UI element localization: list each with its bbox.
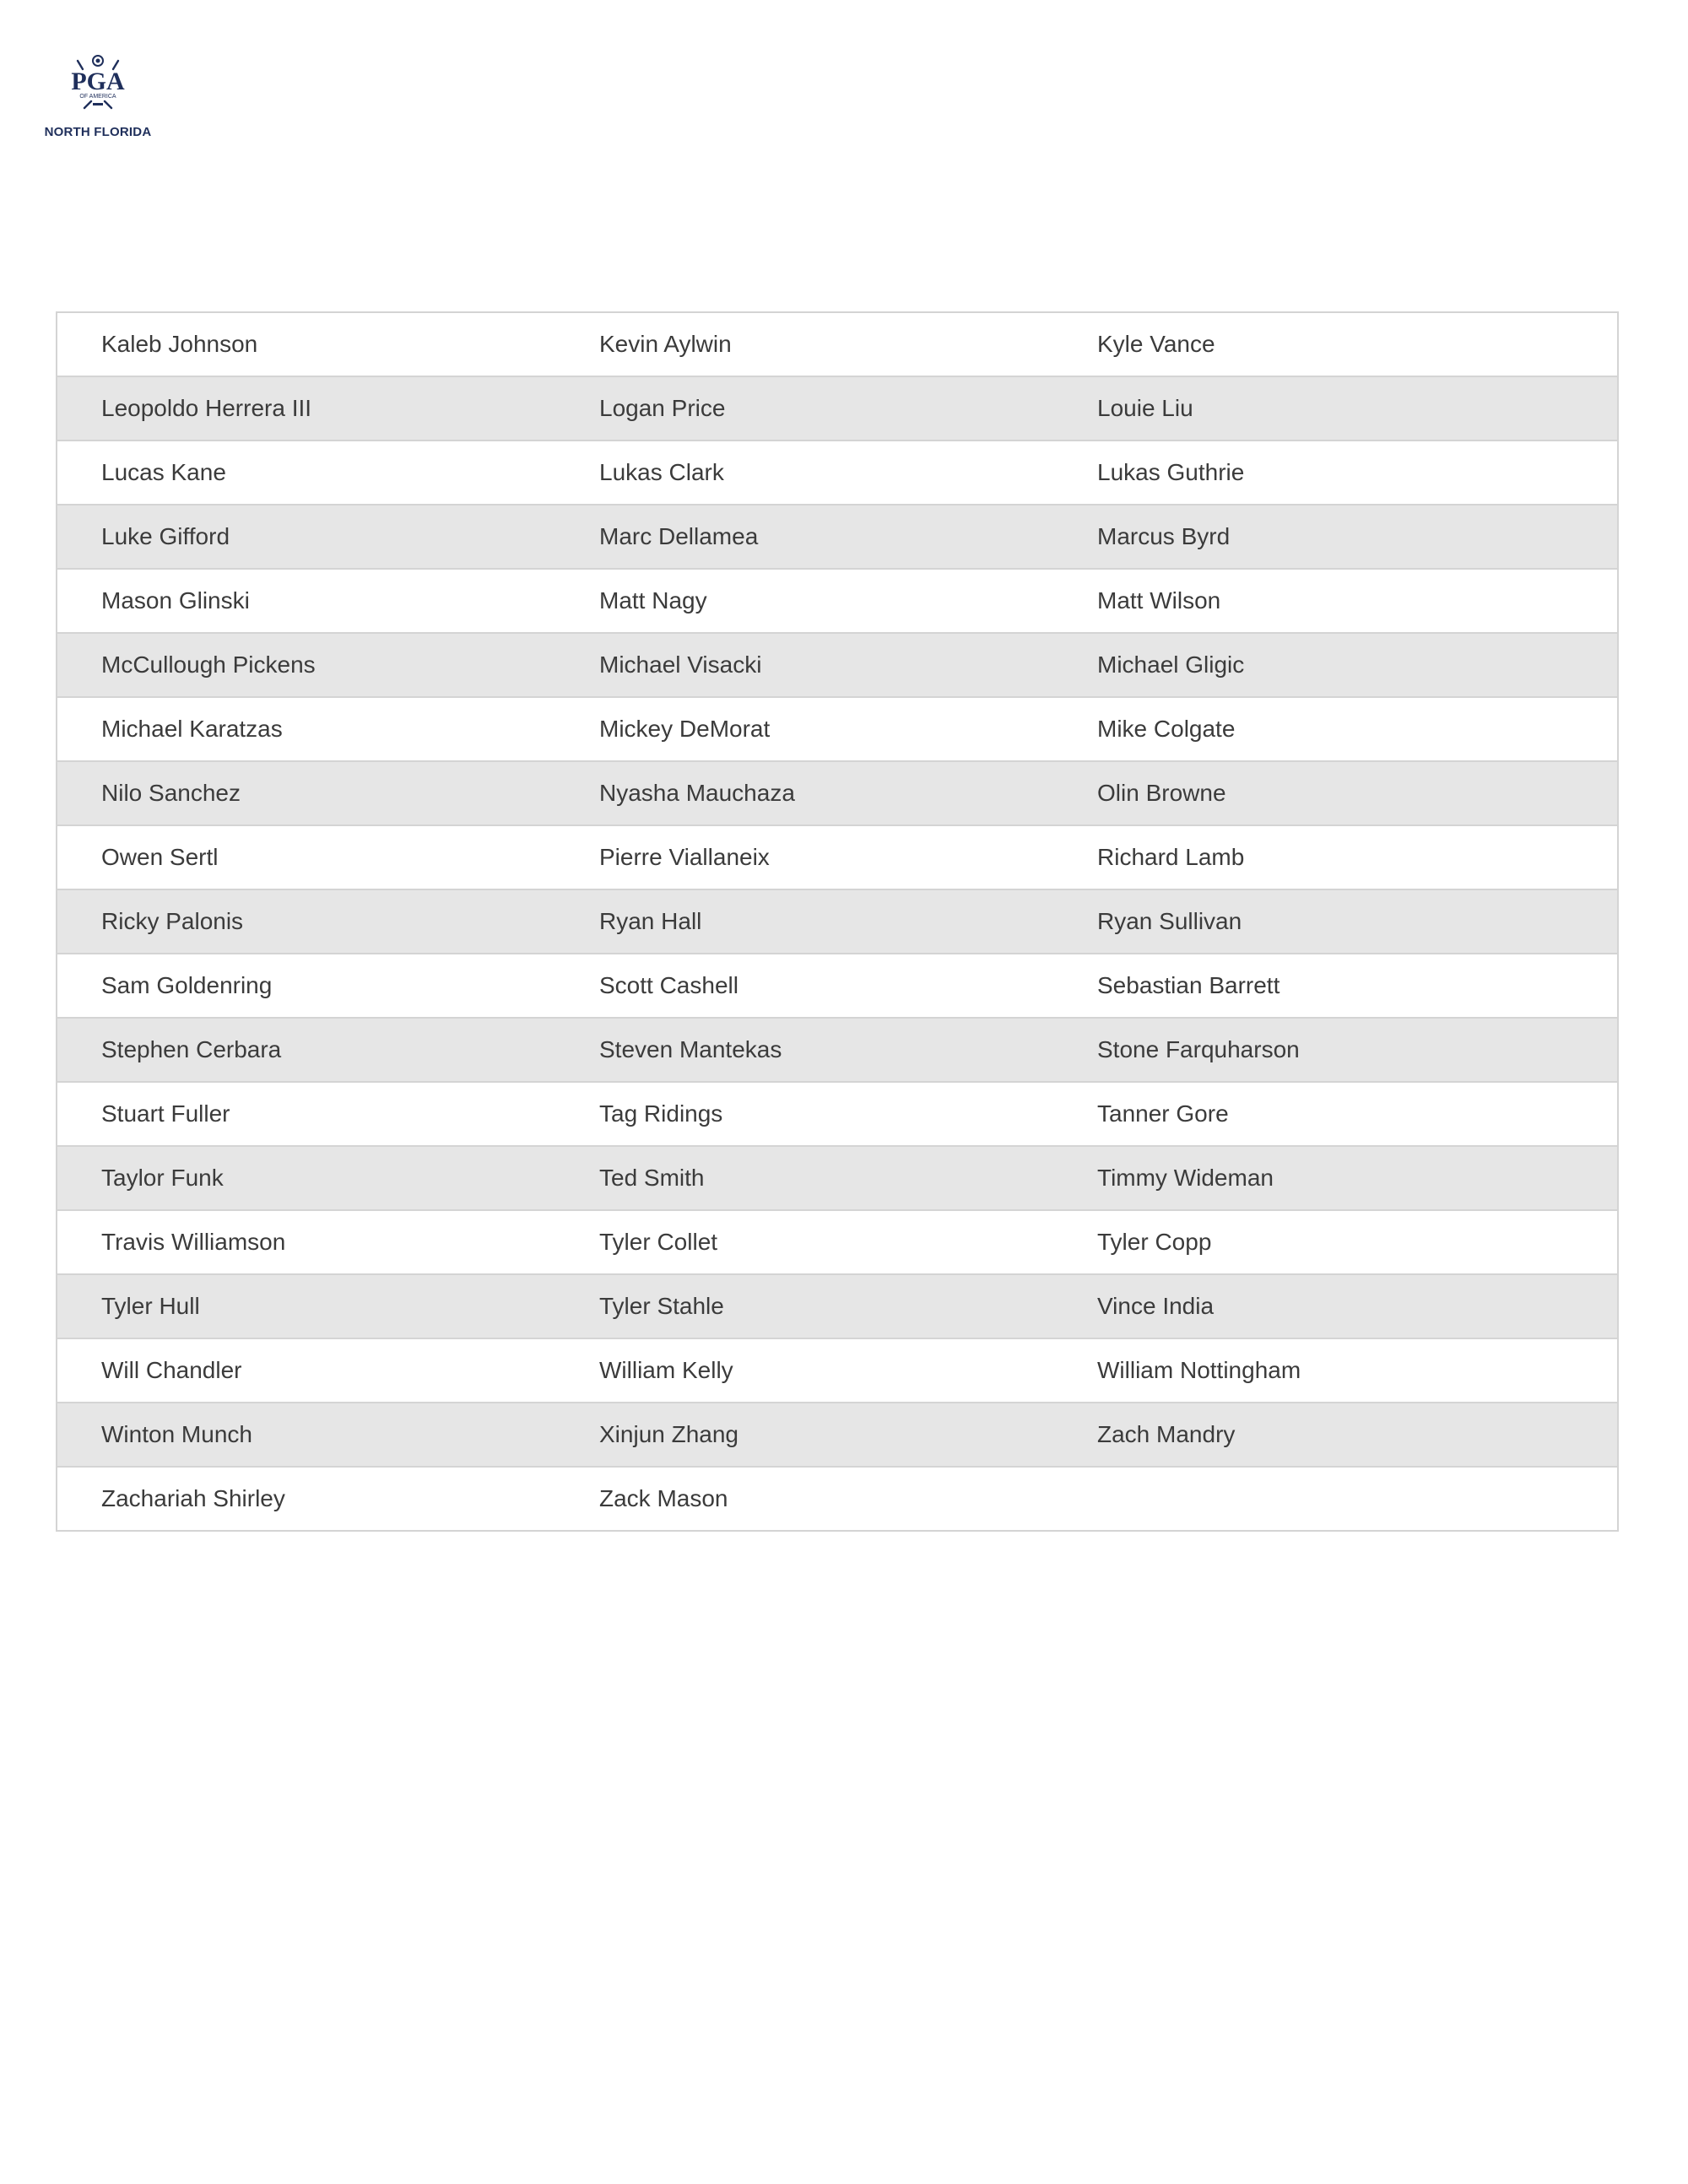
- player-name-cell: Tyler Hull: [101, 1293, 200, 1319]
- table-row: [57, 1403, 1617, 1468]
- table-row: [57, 1211, 1617, 1275]
- table-row: [57, 1019, 1617, 1083]
- player-name-cell: Richard Lamb: [1097, 844, 1245, 870]
- svg-text:PGA: PGA: [71, 68, 125, 95]
- player-name-cell: Louie Liu: [1097, 395, 1193, 421]
- player-name-cell: Marc Dellamea: [599, 523, 759, 549]
- table-row: [57, 505, 1617, 570]
- table-row: [57, 1468, 1617, 1530]
- player-name-cell: Leopoldo Herrera III: [101, 395, 312, 421]
- player-name-cell: Michael Visacki: [599, 651, 762, 678]
- player-name-cell: Kevin Aylwin: [599, 331, 732, 357]
- player-name-cell: Sam Goldenring: [101, 972, 273, 998]
- table-row: [57, 954, 1617, 1019]
- player-name-cell: Xinjun Zhang: [599, 1421, 739, 1447]
- table-row: [57, 762, 1617, 826]
- player-name-cell: McCullough Pickens: [101, 651, 316, 678]
- player-name-cell: Stuart Fuller: [101, 1100, 230, 1127]
- table-row: [57, 377, 1617, 441]
- player-name-cell: Mason Glinski: [101, 587, 250, 614]
- player-name-cell: Steven Mantekas: [599, 1036, 782, 1062]
- table-row: [57, 698, 1617, 762]
- table-row: [57, 1083, 1617, 1147]
- player-name-cell: Luke Gifford: [101, 523, 230, 549]
- player-name-cell: Lukas Guthrie: [1097, 459, 1245, 485]
- player-name-cell: Kyle Vance: [1097, 331, 1215, 357]
- player-name-cell: Sebastian Barrett: [1097, 972, 1280, 998]
- player-name-cell: Tag Ridings: [599, 1100, 723, 1127]
- player-name-cell: Pierre Viallaneix: [599, 844, 770, 870]
- player-name-cell: Tyler Collet: [599, 1229, 718, 1255]
- table-row: [57, 441, 1617, 505]
- player-name-cell: Zach Mandry: [1097, 1421, 1236, 1447]
- player-name-cell: Ricky Palonis: [101, 908, 244, 934]
- player-name-cell: Will Chandler: [101, 1357, 242, 1383]
- player-name-cell: Nyasha Mauchaza: [599, 780, 795, 806]
- player-name-cell: Tyler Stahle: [599, 1293, 724, 1319]
- table-row: [57, 634, 1617, 698]
- player-name-cell: Taylor Funk: [101, 1165, 224, 1191]
- player-name-cell: Travis Williamson: [101, 1229, 286, 1255]
- table-row: [57, 570, 1617, 634]
- table-row: [57, 1275, 1617, 1339]
- player-name-cell: Zack Mason: [599, 1485, 728, 1511]
- player-name-cell: Ted Smith: [599, 1165, 705, 1191]
- player-name-cell: Nilo Sanchez: [101, 780, 241, 806]
- logo-region-text: NORTH FLORIDA: [44, 125, 152, 139]
- player-name-cell: Michael Gligic: [1097, 651, 1245, 678]
- player-name-cell: Kaleb Johnson: [101, 331, 258, 357]
- pga-north-florida-logo: [41, 52, 155, 145]
- table-row: [57, 1339, 1617, 1403]
- player-name-cell: Ryan Sullivan: [1097, 908, 1242, 934]
- roster-table: [56, 311, 1619, 1532]
- player-name-cell: Mike Colgate: [1097, 716, 1236, 742]
- player-name-cell: William Nottingham: [1097, 1357, 1301, 1383]
- player-name-cell: Owen Sertl: [101, 844, 219, 870]
- player-name-cell: Mickey DeMorat: [599, 716, 771, 742]
- player-name-cell: Zachariah Shirley: [101, 1485, 285, 1511]
- player-name-cell: Lucas Kane: [101, 459, 226, 485]
- table-row: [57, 1147, 1617, 1211]
- player-name-cell: Logan Price: [599, 395, 726, 421]
- player-name-cell: Vince India: [1097, 1293, 1215, 1319]
- player-name-cell: Winton Munch: [101, 1421, 252, 1447]
- player-name-cell: Ryan Hall: [599, 908, 702, 934]
- player-name-cell: Tyler Copp: [1097, 1229, 1212, 1255]
- svg-text:OF AMERICA: OF AMERICA: [79, 94, 116, 100]
- player-name-cell: William Kelly: [599, 1357, 733, 1383]
- player-name-cell: Lukas Clark: [599, 459, 724, 485]
- player-name-cell: Michael Karatzas: [101, 716, 283, 742]
- player-name-cell: Matt Wilson: [1097, 587, 1221, 614]
- player-name-cell: Matt Nagy: [599, 587, 707, 614]
- player-name-cell: Timmy Wideman: [1097, 1165, 1274, 1191]
- player-name-cell: Stone Farquharson: [1097, 1036, 1300, 1062]
- player-name-cell: Marcus Byrd: [1097, 523, 1231, 549]
- player-name-cell: Tanner Gore: [1097, 1100, 1229, 1127]
- player-name-cell: Scott Cashell: [599, 972, 738, 998]
- player-name-cell: Stephen Cerbara: [101, 1036, 282, 1062]
- pga-crest-icon: [41, 52, 155, 123]
- table-row: [57, 313, 1617, 377]
- table-row: [57, 826, 1617, 890]
- table-row: [57, 890, 1617, 954]
- player-name-cell: Olin Browne: [1097, 780, 1226, 806]
